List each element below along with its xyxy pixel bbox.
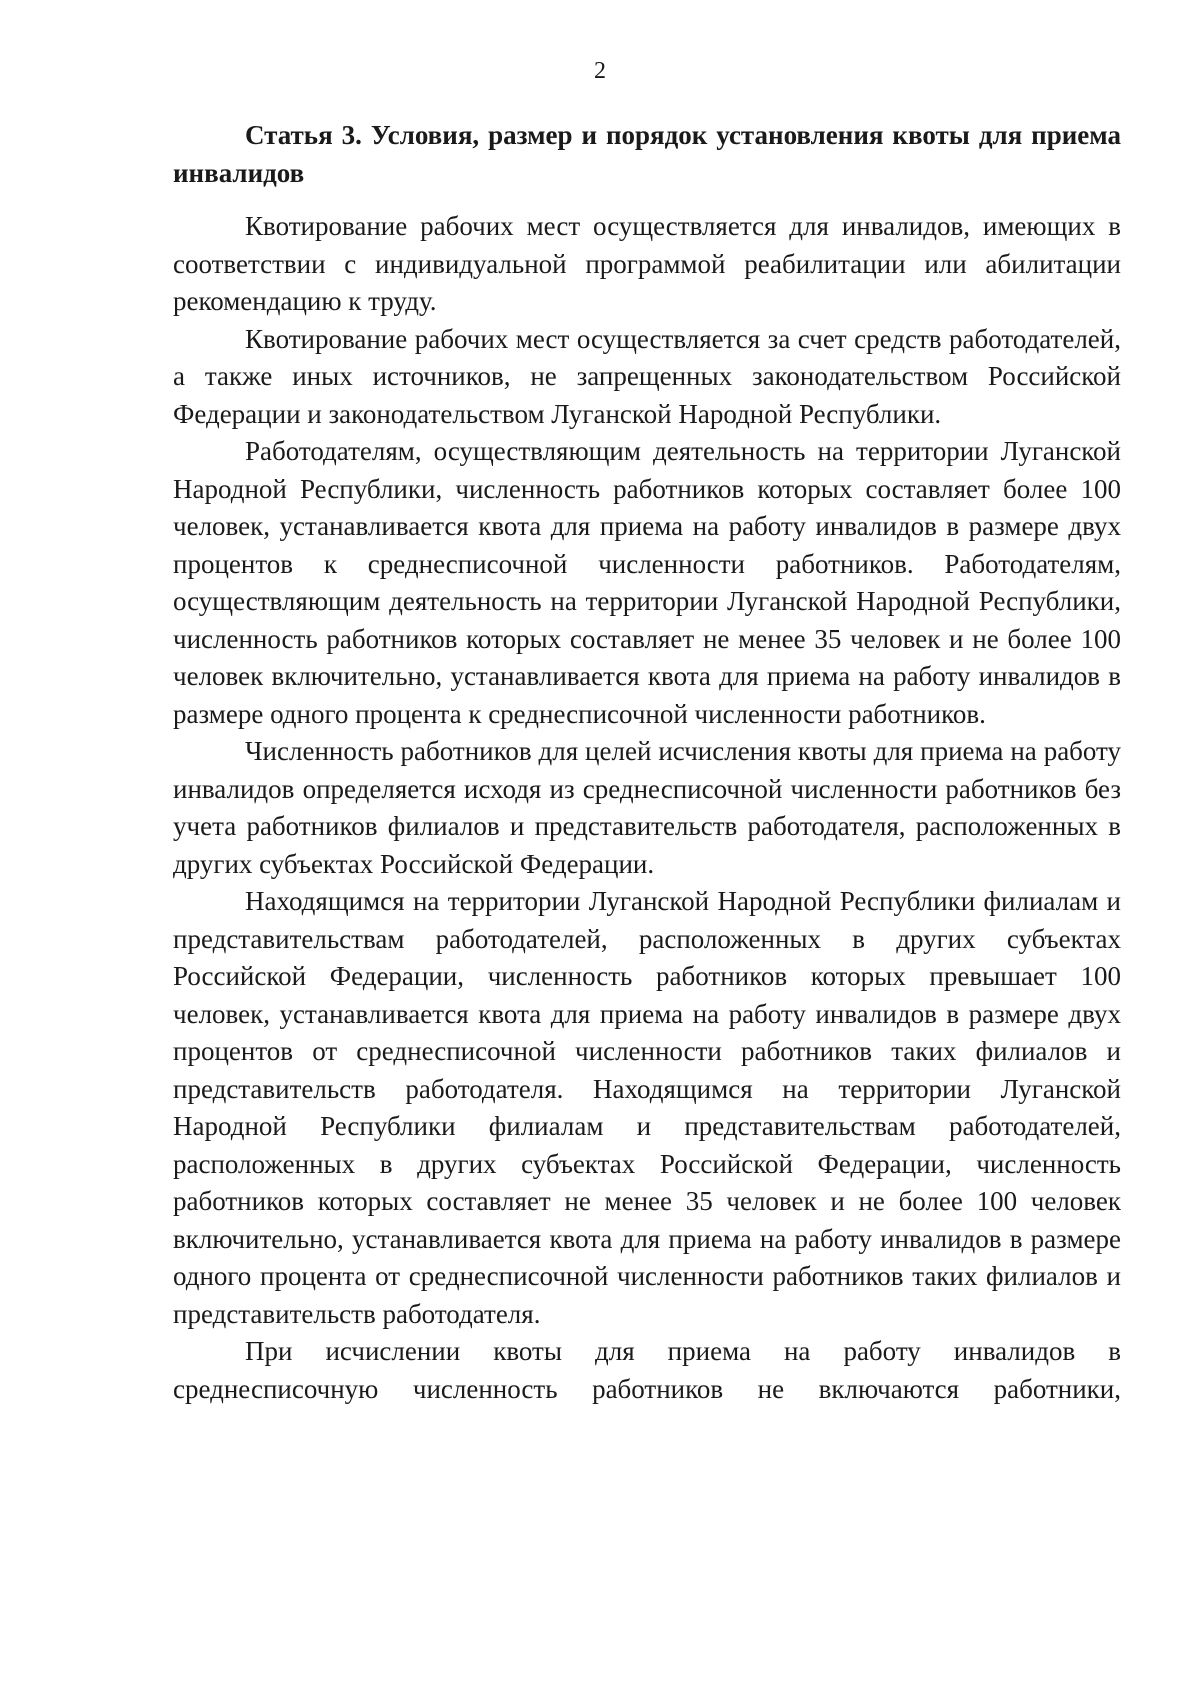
page-number: 2 xyxy=(594,58,606,84)
paragraph-3: Работодателям, осуществляющим деятельность на территории Луганской Народной Республики, численность работников которых составляет более 100 человек, устанавливается квота для приема на работу инвалидов в размере двух процентов к среднесписочной численности работников. Работодателям, осуществляющим деятельность на территории Луганской Народной Республики, численность работников которых составляет не менее 35 человек и не более 100 человек включительно, устанавливается квота для приема на работу инвалидов в размере одного процента к среднесписочной численности работников. xyxy=(173,436,1121,729)
paragraph-1: Квотирование рабочих мест осуществляется для инвалидов, имеющих в соответствии с индивидуальной программой реабилитации или абилитации рекомендацию к труду. xyxy=(173,211,1121,316)
paragraph-2: Квотирование рабочих мест осуществляется за счет средств работодателей, а также иных источников, не запрещенных законодательством Российской Федерации и законодательством Луганской Народной Республики. xyxy=(173,323,1121,429)
article-title: Статья 3. Условия, размер и порядок установления квоты для приема инвалидов xyxy=(173,120,1121,188)
paragraph-4: Численность работников для целей исчисления квоты для приема на работу инвалидов определяется исходя из среднесписочной численности работников без учета работников филиалов и представительств работодателя, расположенных в других субъектах Российской Федерации. xyxy=(173,736,1121,879)
document-body xyxy=(173,116,1121,1408)
paragraph-5: Находящимся на территории Луганской Народной Республики филиалам и представительствам работодателей, расположенных в других субъектах Российской Федерации, численность работников которых превышает 100 человек, устанавливается квота для приема на работу инвалидов в размере двух процентов от среднесписочной численности работников таких филиалов и представительств работодателя. Находящимся на территории Луганской Народной Республики филиалам и представительствам работодателей, расположенных в других субъектах Российской Федерации, численность работников которых составляет не менее 35 человек и не более 100 человек включительно, устанавливается квота для приема на работу инвалидов в размере одного процента от среднесписочной численности работников таких филиалов и представительств работодателя. xyxy=(173,886,1121,1329)
paragraph-6: При исчислении квоты для приема на работу инвалидов в среднесписочную численность работников не включаются работники, xyxy=(173,1336,1121,1404)
